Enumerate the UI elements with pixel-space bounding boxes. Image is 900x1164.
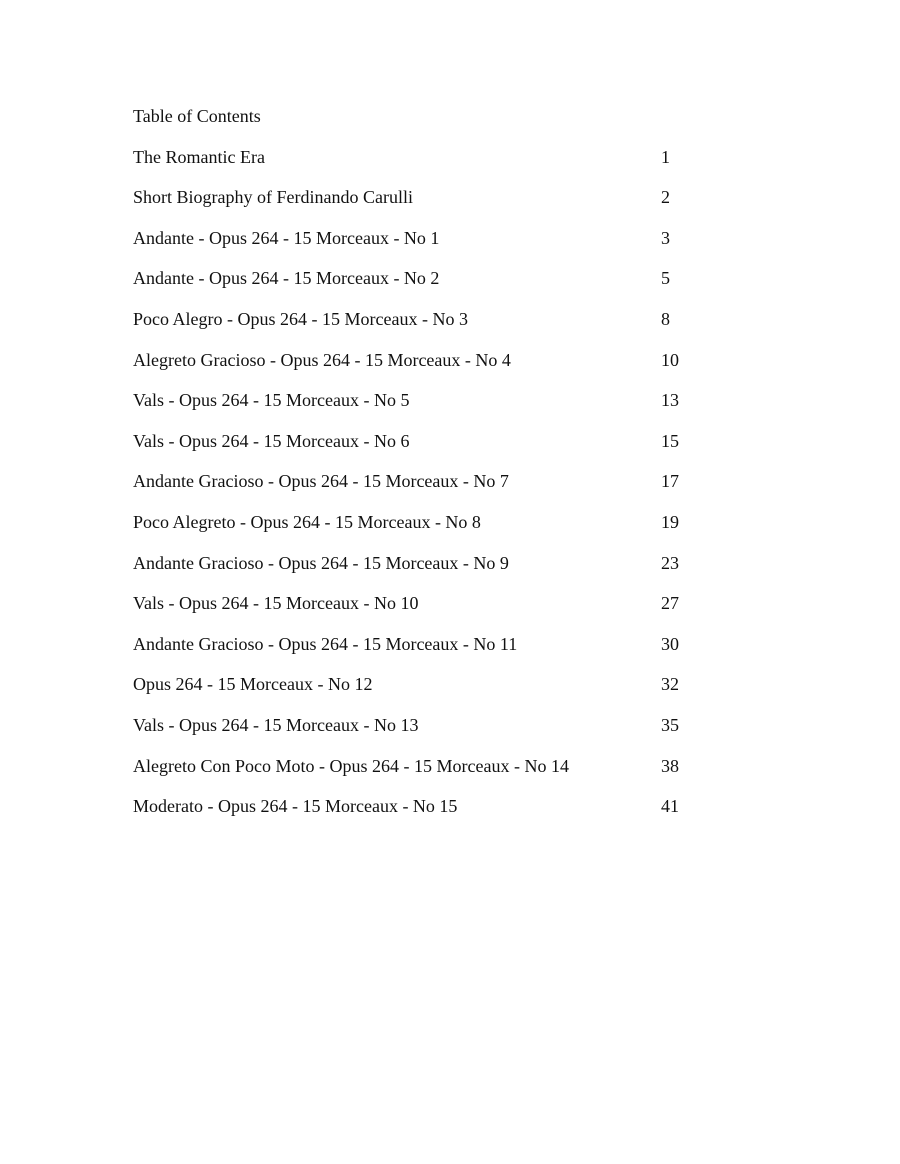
toc-entry-label: Vals - Opus 264 - 15 Morceaux - No 10 xyxy=(133,593,419,614)
toc-entry xyxy=(133,306,693,332)
toc-entry-page-number: 15 xyxy=(661,430,679,451)
toc-entry-page-number: 32 xyxy=(661,674,679,695)
table-of-contents xyxy=(133,103,693,834)
toc-entry xyxy=(133,347,693,373)
toc-entry-page-number: 1 xyxy=(661,146,670,167)
toc-entry xyxy=(133,631,693,657)
toc-entry xyxy=(133,144,693,170)
toc-entry-label: Andante Gracioso - Opus 264 - 15 Morceaux - No 9 xyxy=(133,552,509,573)
toc-entry xyxy=(133,265,693,291)
toc-entry-label: Opus 264 - 15 Morceaux - No 12 xyxy=(133,674,373,695)
toc-entry-label: Vals - Opus 264 - 15 Morceaux - No 13 xyxy=(133,714,419,735)
toc-entry-label: Andante Gracioso - Opus 264 - 15 Morceaux - No 7 xyxy=(133,471,509,492)
toc-entry xyxy=(133,590,693,616)
toc-title: Table of Contents xyxy=(133,106,261,126)
toc-entry-page-number: 5 xyxy=(661,268,670,289)
toc-entry xyxy=(133,671,693,697)
toc-entry-page-number: 2 xyxy=(661,187,670,208)
toc-entry-label: The Romantic Era xyxy=(133,146,265,167)
toc-entry xyxy=(133,793,693,819)
toc-entry xyxy=(133,225,693,251)
toc-entry xyxy=(133,509,693,535)
toc-entry xyxy=(133,184,693,210)
toc-entry-label: Vals - Opus 264 - 15 Morceaux - No 6 xyxy=(133,430,410,451)
toc-entry-page-number: 8 xyxy=(661,308,670,329)
toc-entry-page-number: 35 xyxy=(661,714,679,735)
toc-entry-label: Moderato - Opus 264 - 15 Morceaux - No 15 xyxy=(133,796,458,817)
toc-entry-label: Vals - Opus 264 - 15 Morceaux - No 5 xyxy=(133,390,410,411)
toc-entry-page-number: 19 xyxy=(661,511,679,532)
toc-entry-page-number: 38 xyxy=(661,755,679,776)
toc-entry xyxy=(133,753,693,779)
toc-entry-page-number: 10 xyxy=(661,349,679,370)
toc-entry-label: Short Biography of Ferdinando Carulli xyxy=(133,187,413,208)
toc-entry-page-number: 30 xyxy=(661,633,679,654)
toc-entry-page-number: 41 xyxy=(661,796,679,817)
toc-entry-label: Andante Gracioso - Opus 264 - 15 Morceaux - No 11 xyxy=(133,633,518,654)
toc-entry-page-number: 27 xyxy=(661,593,679,614)
toc-entry-label: Andante - Opus 264 - 15 Morceaux - No 2 xyxy=(133,268,440,289)
toc-entry-page-number: 3 xyxy=(661,227,670,248)
toc-entry-label: Andante - Opus 264 - 15 Morceaux - No 1 xyxy=(133,227,440,248)
toc-entry xyxy=(133,387,693,413)
toc-entry-page-number: 23 xyxy=(661,552,679,573)
toc-entry-label: Alegreto Gracioso - Opus 264 - 15 Morceaux - No 4 xyxy=(133,349,511,370)
toc-entry xyxy=(133,712,693,738)
toc-entry xyxy=(133,550,693,576)
toc-entry-label: Poco Alegro - Opus 264 - 15 Morceaux - No 3 xyxy=(133,308,468,329)
toc-entry xyxy=(133,468,693,494)
toc-entry-page-number: 13 xyxy=(661,390,679,411)
toc-entry xyxy=(133,428,693,454)
toc-entry-label: Alegreto Con Poco Moto - Opus 264 - 15 Morceaux - No 14 xyxy=(133,755,569,776)
toc-entry-page-number: 17 xyxy=(661,471,679,492)
toc-entry-label: Poco Alegreto - Opus 264 - 15 Morceaux - No 8 xyxy=(133,511,481,532)
